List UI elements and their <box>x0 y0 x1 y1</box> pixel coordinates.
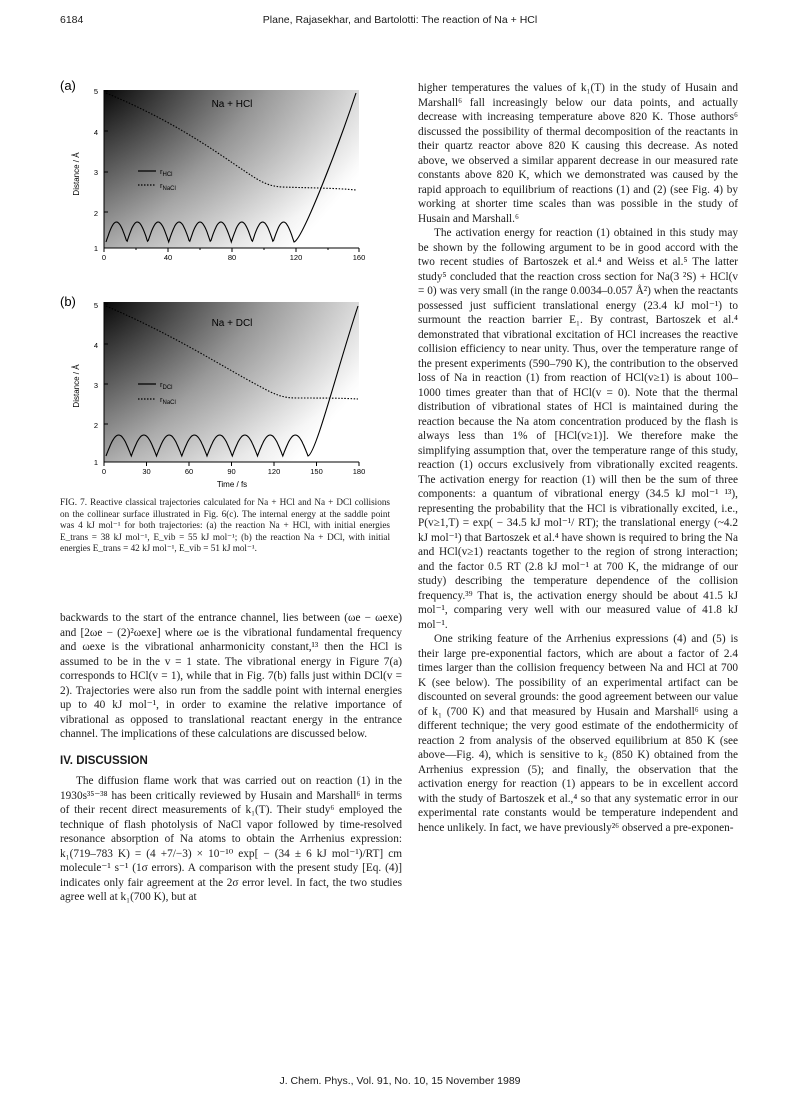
panel-a-xtick: 0 <box>101 253 107 262</box>
panel-b-xtick: 90 <box>227 467 236 476</box>
panel-b-xticks <box>102 467 365 476</box>
panel-a-ytick: 4 <box>93 128 98 137</box>
journal-footer: J. Chem. Phys., Vol. 91, No. 10, 15 November 1989 <box>279 1075 521 1087</box>
panel-b-ytick: 2 <box>93 421 98 430</box>
panel-a-legend-solid-label: $r_{HCl}$ <box>160 167 173 178</box>
panel-a-ytick: 1 <box>93 244 98 253</box>
panel-b-ylabel: Distance / Å <box>72 364 81 408</box>
paragraph: higher temperatures the values of k₁(T) in the study of Husain and Marshall⁶ fall increasingly below our data points, and actually decrease with increasing temperature above 820 K. Those authors⁶ discussed the possibility of thermal decomposition of the reactants in their quartz reactor above 820 K causing this decrease. As noted above, we observed a similar apparent decrease in our measured rate constants above 820 K, which we demonstrated was caused by the rapid approach to equilibrium of reactions (1) and (2) (see Fig. 4) by working at shorter time scales than was possible in the study of Husain and Marshall.⁶ <box>418 82 738 225</box>
panel-b-xtick: 30 <box>142 467 151 476</box>
panel-a-ytick: 3 <box>93 168 98 177</box>
panel-b-xtick: 60 <box>184 467 194 476</box>
panel-b-xtick: 180 <box>352 467 366 476</box>
section-heading: IV. DISCUSSION <box>60 754 148 767</box>
page-number: 6184 <box>60 14 84 26</box>
panel-a-xtick: 80 <box>227 253 237 262</box>
panel-a-label: (a) <box>60 78 76 93</box>
panel-a-ylabel: Distance / Å <box>72 152 81 196</box>
panel-b-label: (b) <box>60 294 76 309</box>
panel-a <box>60 78 365 262</box>
panel-a-xticks <box>102 253 365 262</box>
panel-a-yticks <box>94 87 98 253</box>
panel-b-ytick: 5 <box>93 301 98 310</box>
paragraph: The activation energy for reaction (1) obtained in this study may be shown by the following argument to be in good accord with the two recent studies of Bartoszek et al.⁴ and Weiss et al.⁵ The latter study⁵ concluded that the reaction cross section for Na(3 ²S) + HCl(v = 0) was very small (in the range 0.0034–0.057 Å²) when the reactants possessed just sufficient translational energy (23.4 kJ mol⁻¹) to surmount the reaction barrier E₁. By contrast, Bartoszek et al.⁴ demonstrated that vibrational excitation of HCl increases the reactive collision efficiency to near unity. Thus, over the temperature range of the present experiments (590–790 K), the contribution to the observed loss of Na in reaction (1) from reaction of HCl(v≥1) is about 100–1000 times greater than that of HCl(v = 0). Note that the thermal distribution of vibrational states of HCl is maintained during the reaction because the Na atom concentration produced by the flash is always less than 1% of [HCl(v≥1)]. We therefore make the simplifying assumption that, over the temperature range of this study, reaction (1) occurs exclusively from vibrationally excited reagents. The activation energy for reaction (1) will then be the sum of three components: a quantum of vibrational energy (34.5 kJ mol⁻¹ ¹³), representing the probability that the HCl is vibrationally excited, i.e., P(v≥1,T) = exp( − 34.5 kJ mol⁻¹/ RT); the translational energy (~4.2 kJ mol⁻¹) that Bartoszek et al.⁴ have shown is required to bring the Na and HCl(v≥1) reactants together to the region of strong interaction; and the factor 0.5 RT (2.8 kJ mol⁻¹ at 700 K, the midrange of our study) describing the temperature dependence of the collision frequency.³⁹ That is, the activation energy should be about 41.5 kJ mol⁻¹, comparing very well with our measured value of 41.8 kJ mol⁻¹. <box>418 227 738 631</box>
panel-a-ytick: 5 <box>93 87 98 96</box>
right-column-text <box>418 81 738 835</box>
panel-b-ytick: 3 <box>93 381 98 390</box>
panel-b-xtick: 150 <box>310 467 323 476</box>
panel-b-xtick: 120 <box>267 467 281 476</box>
panel-a-ytick: 2 <box>93 209 98 218</box>
panel-b-ytick: 4 <box>93 341 98 350</box>
panel-a-xtick: 120 <box>289 253 303 262</box>
panel-b-ytick: 1 <box>93 458 98 467</box>
figure-caption: FIG. 7. Reactive classical trajectories calculated for Na + HCl and Na + DCl collisions on the collinear surface illustrated in Fig. 6(c). The internal energy at the saddle point was 4 kJ mol⁻¹ for both trajectories: (a) the reaction Na + HCl, with initial energies E_trans = 38 kJ mol⁻¹, E_vib = 55 kJ mol⁻¹; (b) the reaction Na + DCl, with initial energies E_trans = 42 kJ mol⁻¹, E_vib = 51 kJ mol⁻¹. <box>60 497 390 554</box>
panel-b-legend-dotted-label: $r_{NaCl}$ <box>160 395 176 406</box>
panel-b-reaction: Na + DCl <box>211 318 253 329</box>
panel-b-xtick: 0 <box>101 467 107 476</box>
paragraph: backwards to the start of the entrance channel, lies between (ωe − ωexe) and [2ωe − (2)²ωexe] where ωe is the vibrational fundamental frequency and ωexe is the vibrational anharmonicity constant,¹³ then the HCl is assumed to be in the v = 1 state. The vibrational energy in Figure 7(a) corresponds to HCl(v = 1), while that in Fig. 7(b) falls just within DCl(v = 2). Trajectories were also run from the saddle point with internal energies up to 40 kJ mol⁻¹, in order to examine the relative importance of vibrational as opposed to translational reactant energy in the entrance channel. The implications of these calculations are discussed below. <box>60 612 402 740</box>
left-column-text <box>60 611 402 905</box>
panel-b-legend-solid-label: $r_{DCl}$ <box>160 380 173 391</box>
panel-a-legend-dotted-label: $r_{NaCl}$ <box>160 181 176 192</box>
running-header <box>60 14 740 32</box>
panel-b-xlabel: Time / fs <box>216 480 248 489</box>
panel-b <box>60 294 365 489</box>
paragraph: One striking feature of the Arrhenius expressions (4) and (5) is their large pre-exponential factors, which are about a factor of 2.4 times larger than the collision frequency between Na and HCl at 700 K (see below). The possibility of an experimental artifact can be discounted on several grounds: the good agreement between our value of k₁ (700 K) and that measured by Husain and Marshall⁶ using a different technique; the very good estimate of the endothermicity of reaction 2 from analysis of the observed equilibrium at 850 K (see above—Fig. 4), which is sensitive to k₂ (850 K) obtained from the Arrhenius expression (5); and finally, the observation that the activation energy for reaction (1) appears to be in excellent accord with the study of Bartoszek et al.,⁴ so that any systematic error in our experimental rate constants would be temperature independent and hence unlikely. In fact, we have previously²⁶ observed a pre-exponen- <box>418 633 738 834</box>
panel-a-xtick: 40 <box>163 253 173 262</box>
paragraph: The diffusion flame work that was carried out on reaction (1) in the 1930s³⁵⁻³⁸ has been critically reviewed by Husain and Marshall⁶ in terms of their recent direct measurements of k₁(T). Their study⁶ employed the technique of flash photolysis of NaCl vapor followed by time-resolved resonance absorption of Na atoms to obtain the Arrhenius expression: k₁(719–783 K) = (4 +7/−3) × 10⁻¹⁰ exp[ − (34 ± 6 kJ mol⁻¹)/RT] cm molecule⁻¹ s⁻¹ (1σ errors). A comparison with the present study [Eq. (4)] indicates only fair agreement at the 2σ error level. In fact, the two studies agree well at k₁(700 K), but at <box>60 775 402 903</box>
panel-a-reaction: Na + HCl <box>211 99 253 110</box>
running-title: Plane, Rajasekhar, and Bartolotti: The reaction of Na + HCl <box>262 14 538 26</box>
panel-a-xtick: 160 <box>352 253 366 262</box>
panel-b-yticks <box>94 301 98 467</box>
figure-7 <box>56 74 376 492</box>
